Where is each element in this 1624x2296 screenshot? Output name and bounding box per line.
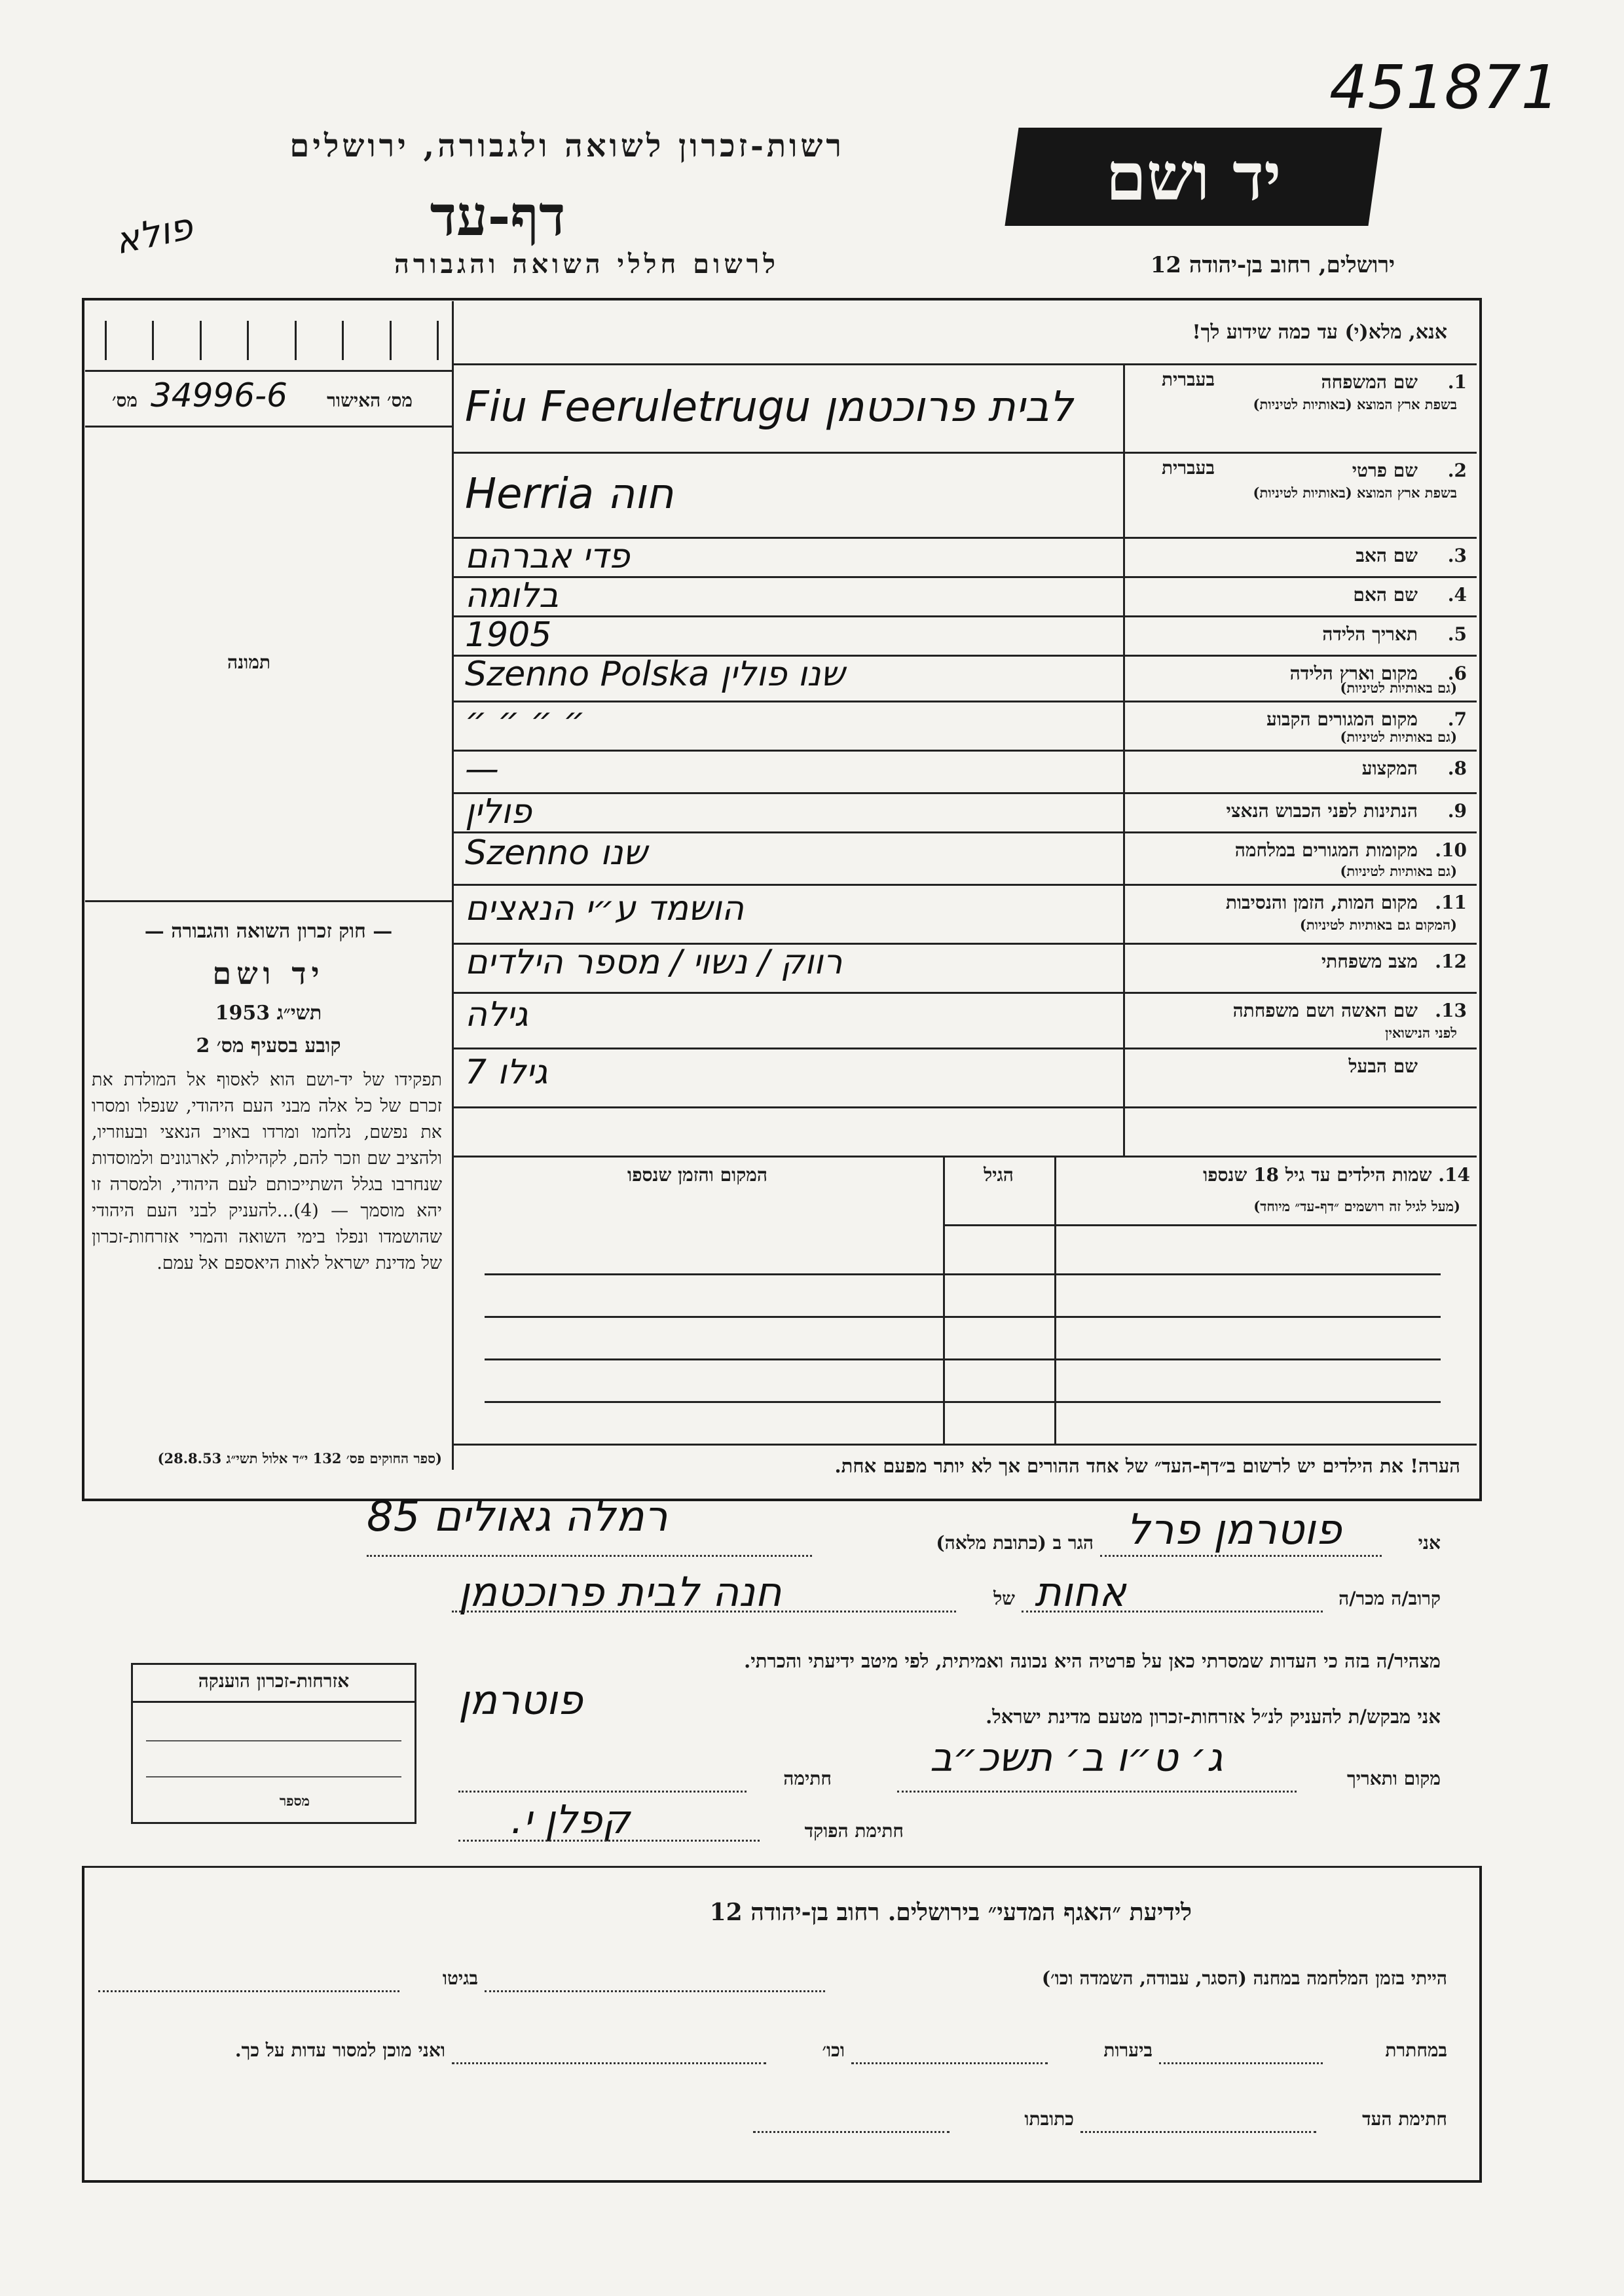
relation-label: קרוב/ה מכר/ה [1338, 1588, 1441, 1609]
field-sublabel: בשפת ארץ המוצא (באותיות לטיניות) [1253, 484, 1457, 501]
field-number: 10. [1435, 839, 1467, 861]
field-number: 11. [1435, 892, 1467, 913]
footer-frame [82, 1866, 1482, 2183]
clerk-signature: קפלן י. [511, 1797, 631, 1843]
form-title: דף-עד [430, 183, 566, 248]
field-label: שם האשה ושם משפחתה [1232, 1000, 1418, 1021]
grant-box-number-label: מספר [279, 1793, 310, 1809]
field-hebrew-tag: בעברית [1161, 369, 1215, 390]
field-value[interactable]: 1905 [465, 615, 552, 655]
field-sublabel: (המקום גם באותיות לטיניות) [1299, 917, 1457, 933]
registration-number: 34996-6 [151, 376, 287, 414]
field-value[interactable]: גילה [465, 995, 528, 1034]
field-number: 12. [1435, 951, 1467, 972]
field-number: 13. [1435, 1000, 1467, 1021]
children-col-place: המקום והזמן שנספו [627, 1164, 767, 1186]
declaration-text: מצהיר/ה בזה כי העדות שמסרתי כאן על פרטיה היא נכונה ואמיתית, לפי מיטב ידיעתי והכרתי. [744, 1650, 1441, 1672]
field-row-divider [452, 884, 1477, 886]
field-value[interactable]: Fiu Feeruletrugu לבית פרוכטמן [465, 383, 1073, 431]
field-number: 2. [1447, 460, 1467, 481]
law-source: (ספר החוקים פס׳ 132 י״ד אלול תשי״ג 28.8.53) [157, 1450, 442, 1467]
footer-ready: ואני מוכן למסור עדות על כך. [234, 2039, 445, 2061]
field-row-divider [452, 1106, 1477, 1108]
form-subtitle: לרשום חללי השואה והגבורה [394, 249, 779, 280]
grant-box-title: אזרחות-זכרון הוענקה [198, 1670, 350, 1692]
footer-etc: וכו׳ [822, 2039, 845, 2061]
footer-forests: ביערות [1103, 2039, 1153, 2061]
field-number: 9. [1447, 800, 1467, 822]
field-label: הנתינות לפני הכבוש הנאצי [1226, 800, 1418, 822]
request-text: אני מבקש/ת להעניק לנ״ל אזרחות-זכרון מטעם מדינת ישראל. [986, 1705, 1441, 1728]
law-year: תשי״ג 1953 [215, 1002, 322, 1025]
children-num: 14. [1438, 1164, 1470, 1186]
footer-title: לידיעת ״האגף המדעי״ בירושלים. רחוב בן-יהודה 12 [709, 1899, 1192, 1926]
field-number: 4. [1447, 584, 1467, 606]
registration-boxes [105, 321, 439, 360]
field-label: מקום וארץ הלידה [1289, 663, 1418, 684]
of-label: של [993, 1588, 1015, 1609]
declarant-resides-label: הגר ב (כתובת מלאה) [936, 1532, 1094, 1554]
law-logo: יד ושם [212, 956, 325, 991]
side-mark: פולא [111, 205, 196, 263]
field-label: שם הבעל [1348, 1055, 1418, 1077]
footer-underground: במחתרת [1385, 2039, 1447, 2061]
field-sublabel: (גם באותיות לטיניות) [1340, 863, 1457, 879]
children-note: (מעל לגיל זה רושמים ״דף-עד״ מיוחד) [1253, 1198, 1460, 1214]
declarant-name: פוטרמן פרל [1126, 1506, 1342, 1554]
field-value[interactable]: Herria חוה [465, 469, 674, 519]
field-label: שם המשפחה [1321, 371, 1418, 393]
field-hebrew-tag: בעברית [1161, 457, 1215, 479]
law-clause: קובע בסעיף מס׳ 2 [196, 1034, 341, 1057]
children-col-age: הגיל [984, 1164, 1014, 1186]
field-number: 5. [1447, 623, 1467, 645]
field-sublabel: (גם באותיות לטיניות) [1340, 729, 1457, 745]
field-number: 3. [1447, 545, 1467, 566]
field-value[interactable]: רווק / נשוי / מספר הילדים [465, 943, 843, 982]
field-row-divider [452, 1048, 1477, 1049]
field-value[interactable]: פדי אברהם [465, 537, 630, 576]
law-body [92, 1067, 442, 1277]
field-number: 7. [1447, 708, 1467, 730]
field-value[interactable]: גילו 7 [465, 1052, 548, 1092]
law-body-text: תפקידו של יד-ושם הוא לאסוף אל המולדת את זכרם של כל אלה מבני העם היהודי, שנפלו ומסרו את נפשם, נלחמו ומרדו באויב הנאצי ובעוזריו, ולהציב שם וזכר להם, לקהילות, לארגונים ולמוסדות שנחרבו בגלל השתייכותם לעם היהודי, ולמסרה זו יהא מוסמך — [92, 1070, 442, 1221]
field-label: מקומות המגורים במלחמה [1234, 839, 1418, 861]
footer-line1: הייתי בזמן המלחמה במחנה (הסגר, עבודה, השמדה וכו׳) [1041, 1967, 1447, 1989]
field-label: שם פרטי [1352, 460, 1418, 481]
field-sublabel: (גם באותיות לטיניות) [1340, 680, 1457, 696]
field-number: 6. [1447, 663, 1467, 684]
field-value[interactable]: בלומה [465, 576, 559, 615]
remark: הערה! את הילדים יש לרשום ב״דף-העד״ של אחד ההורים אך לא יותר מפעם אחת. [834, 1455, 1460, 1477]
field-value[interactable]: — [465, 750, 499, 789]
law-title: — חוק זכרון השואה והגבורה — [144, 920, 393, 943]
photo-label: תמונה [227, 651, 271, 673]
clerk-label: חתימת הפוקד [804, 1820, 904, 1842]
of-name: חנה לבית פרוכטמן [458, 1568, 782, 1616]
field-value[interactable]: ״ ״ ״ ״ [465, 701, 585, 740]
field-value[interactable]: Szenno שנו [465, 833, 648, 873]
field-label: מקום המגורים הקבוע [1266, 708, 1418, 730]
children-title [1061, 1164, 1470, 1186]
declarant-address: רמלה גאולים 85 [367, 1493, 668, 1541]
place-date-value: ג׳ ט״ו ב׳ תשכ״ב [930, 1735, 1223, 1781]
field-value[interactable]: פולין [465, 792, 532, 831]
field-sublabel: בשפת ארץ המוצא (באותיות לטיניות) [1253, 396, 1457, 412]
field-label: תאריך הלידה [1322, 623, 1418, 645]
children-title-text: שמות הילדים עד גיל 18 שנספו [1203, 1164, 1432, 1186]
footer-address: כתובתו [1024, 2108, 1074, 2130]
law-item-text: (4)...להעניק לבני העם היהודי שהושמדו ונפלו בימי השואה והמרי אזרחות-זכרון של מדינת ישראל לאות היאספם אל עמם. [92, 1201, 442, 1273]
registration-no-label: מס׳ [112, 390, 138, 411]
declarant-i-label: אני [1418, 1532, 1441, 1554]
relation-value: אחות [1035, 1568, 1126, 1616]
field-sublabel: לפני הנישואין [1385, 1025, 1457, 1041]
footer-line1-end: בגיטו [442, 1967, 478, 1989]
field-value[interactable]: Szenno Polska שנו פולין [465, 655, 845, 694]
field-number: 1. [1447, 371, 1467, 393]
signature-label: חתימה [783, 1768, 832, 1789]
authority-name: רשות-זכרון לשואה ולגבורה, ירושלים [289, 128, 845, 164]
place-date-label: מקום ותאריך [1346, 1768, 1441, 1789]
field-row-divider [452, 992, 1477, 994]
field-label: שם האם [1353, 584, 1418, 606]
grant-box [131, 1663, 416, 1824]
registration-label: מס׳ האישור [327, 390, 413, 411]
logo-text: יד ושם [1105, 138, 1282, 215]
field-label: שם האב [1356, 545, 1418, 566]
field-label: מקום המות, הזמן והנסיבות [1225, 892, 1418, 913]
stamp-number: 451871 [1329, 52, 1560, 122]
intro-text: אנא, מלא(י) עד כמה שידוע לך! [1192, 321, 1447, 344]
signature-value: פוטרמן [458, 1676, 583, 1724]
field-label: המקצוע [1361, 757, 1418, 779]
yad-vashem-logo [1005, 128, 1382, 226]
field-value[interactable]: הושמד ע״י הנאצים [465, 888, 744, 928]
field-label: מצב משפחתי [1321, 951, 1418, 972]
field-number: 8. [1447, 757, 1467, 779]
footer-witness-signature: חתימת העד [1362, 2108, 1447, 2130]
field-row-divider [452, 452, 1477, 454]
address-line: ירושלים, רחוב בן-יהודה 12 [1150, 252, 1395, 278]
